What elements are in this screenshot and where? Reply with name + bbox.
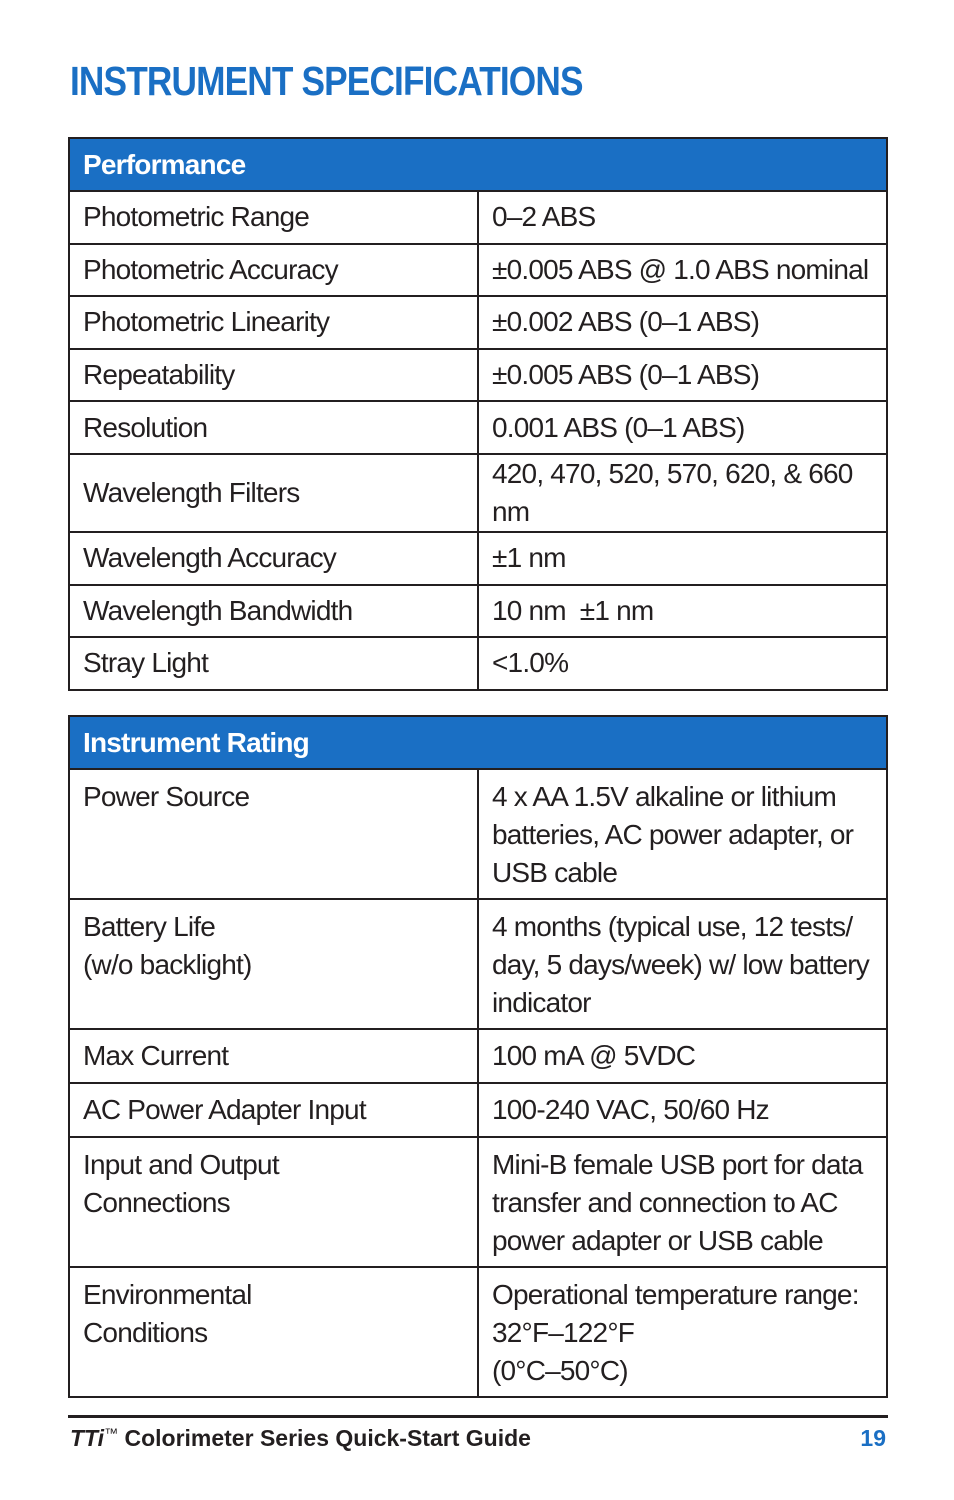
table-row [69, 1029, 887, 1083]
spec-value: <1.0% [478, 637, 887, 690]
spec-label: Wavelength Accuracy [69, 532, 478, 585]
spec-value: ±1 nm [478, 532, 887, 585]
table-row [69, 296, 887, 349]
table-row [69, 637, 887, 690]
footer-guide-title: Colorimeter Series Quick-Start Guide [118, 1425, 531, 1451]
footer-brand: TTi [70, 1425, 105, 1451]
page-title: INSTRUMENT SPECIFICATIONS [70, 58, 583, 104]
page-number: 19 [860, 1425, 886, 1451]
spec-value: ±0.005 ABS @ 1.0 ABS nominal [478, 244, 887, 297]
instrument-rating-header: Instrument Rating [69, 716, 887, 769]
spec-value: Mini-B female USB port for data transfer and connection to AC power adapter or USB cable [478, 1137, 887, 1267]
instrument-rating-table [68, 715, 888, 1398]
spec-value: 4 months (typical use, 12 tests/ day, 5 days/week) w/ low battery indicator [478, 899, 887, 1029]
spec-label: Resolution [69, 401, 478, 454]
footer-trademark: ™ [104, 1425, 119, 1441]
spec-value: Operational temperature range: 32°F–122°F (0°C–50°C) [478, 1267, 887, 1397]
spec-value: 420, 470, 520, 570, 620, & 660 nm [478, 454, 887, 532]
table-row [69, 1267, 887, 1397]
spec-value: 100-240 VAC, 50/60 Hz [478, 1083, 887, 1137]
spec-value: ±0.005 ABS (0–1 ABS) [478, 349, 887, 402]
spec-label: Repeatability [69, 349, 478, 402]
table-row [69, 899, 887, 1029]
spec-label: AC Power Adapter Input [69, 1083, 478, 1137]
footer-title [70, 1425, 531, 1452]
spec-value: ±0.002 ABS (0–1 ABS) [478, 296, 887, 349]
table-row [69, 454, 887, 532]
spec-label: Photometric Range [69, 191, 478, 244]
table-row [69, 532, 887, 585]
spec-label: Wavelength Bandwidth [69, 585, 478, 638]
table-row [69, 244, 887, 297]
spec-value: 100 mA @ 5VDC [478, 1029, 887, 1083]
table-row [69, 1137, 887, 1267]
spec-label: Input and Output Connections [69, 1137, 478, 1267]
spec-label: Photometric Linearity [69, 296, 478, 349]
footer-divider [68, 1415, 888, 1418]
spec-label: Battery Life (w/o backlight) [69, 899, 478, 1029]
spec-value: 4 x AA 1.5V alkaline or lithium batteries, AC power adapter, or USB cable [478, 769, 887, 899]
table-header-row [69, 716, 887, 769]
spec-label: Photometric Accuracy [69, 244, 478, 297]
table-row [69, 349, 887, 402]
spec-value: 0.001 ABS (0–1 ABS) [478, 401, 887, 454]
spec-label: Power Source [69, 769, 478, 899]
spec-label: Wavelength Filters [69, 454, 478, 532]
table-row [69, 1083, 887, 1137]
spec-label: Stray Light [69, 637, 478, 690]
spec-label: Max Current [69, 1029, 478, 1083]
table-row [69, 585, 887, 638]
table-header-row [69, 138, 887, 191]
spec-label: Environmental Conditions [69, 1267, 478, 1397]
performance-header: Performance [69, 138, 887, 191]
table-row [69, 191, 887, 244]
performance-table [68, 137, 888, 691]
table-row [69, 401, 887, 454]
table-row [69, 769, 887, 899]
spec-value: 10 nm ±1 nm [478, 585, 887, 638]
spec-value: 0–2 ABS [478, 191, 887, 244]
